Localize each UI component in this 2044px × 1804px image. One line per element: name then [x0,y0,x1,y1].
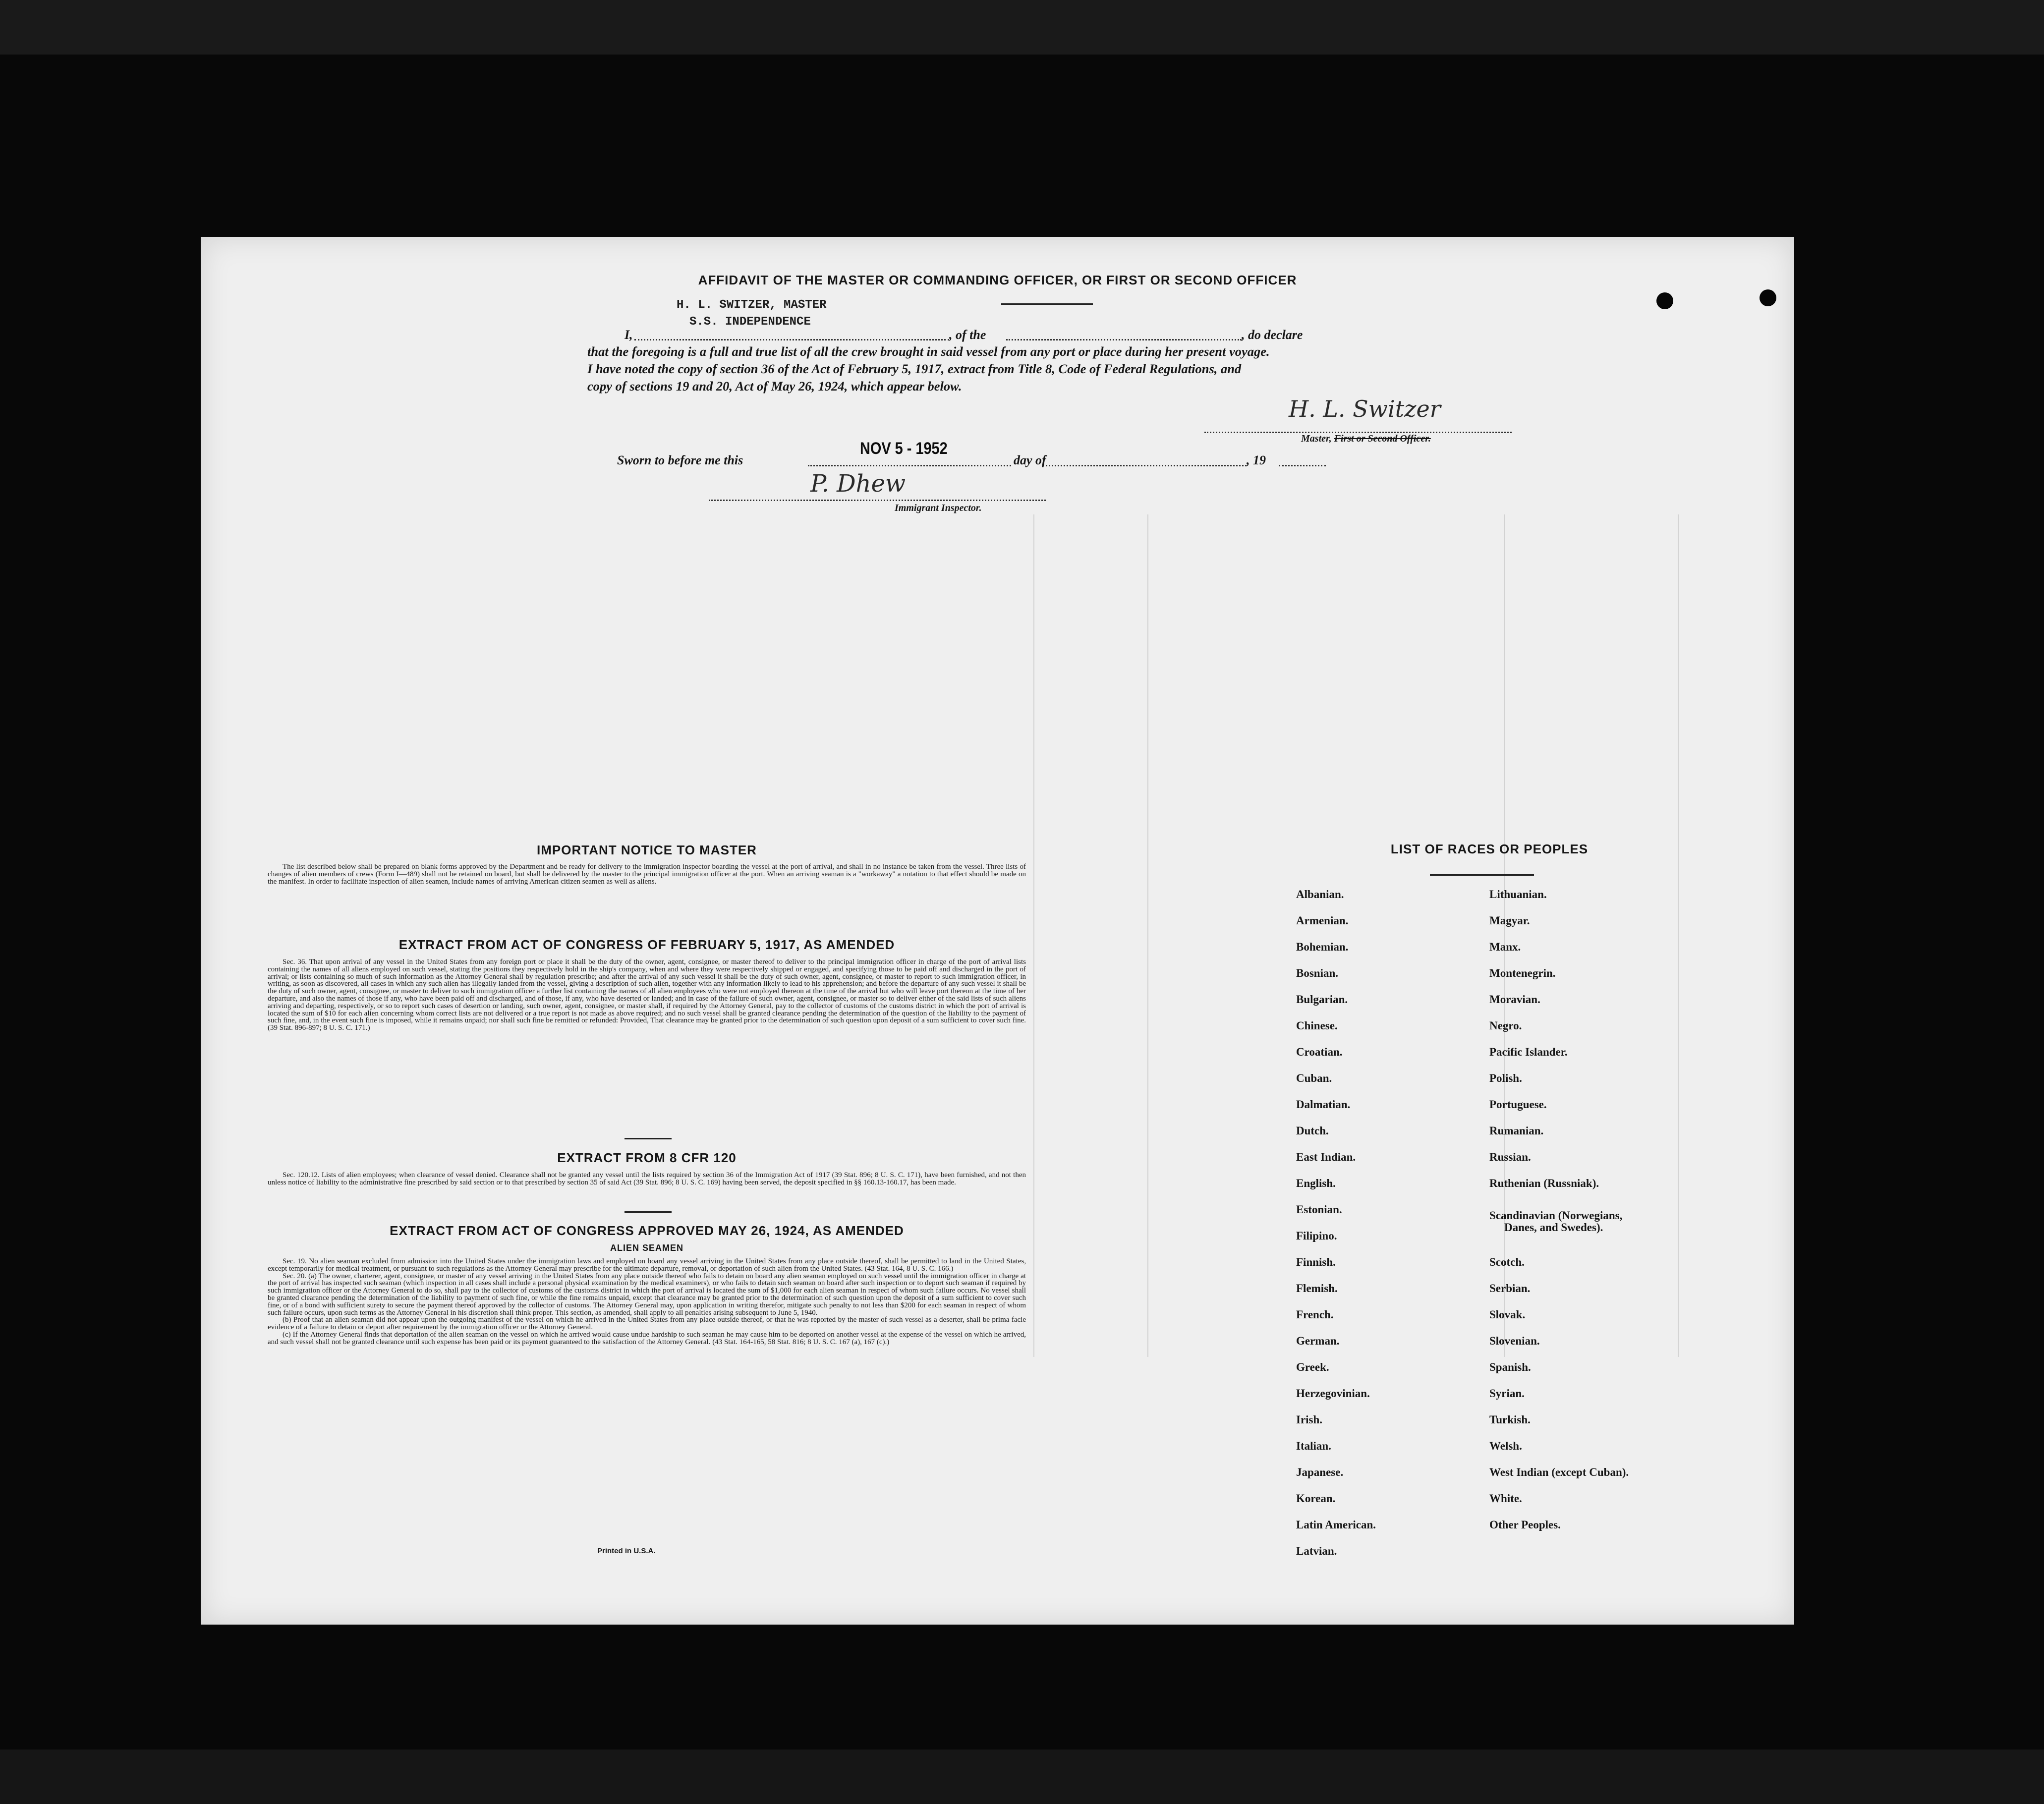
alien-seamen-subtitle: ALIEN SEAMEN [610,1243,683,1253]
affidavit-title: AFFIDAVIT OF THE MASTER OR COMMANDING OFFICER, OR FIRST OR SECOND OFFICER [698,273,1297,287]
section-20a-paragraph: Sec. 20. (a) The owner, charterer, agent, consignee, or master of any vessel arriving in the United States from any place outside thereof who fails to detain on board any alien seaman employed on such vessel until the immigration officer in charge at the port of arrival has inspected such seaman (which inspection in all cases shall include a personal physical examination by the medical examiners), or who fails to detain such seaman on board after such inspection or to deport such seaman if required by such immigration officer or the Attorney General to do so, shall pay to the collector of customs of the customs district in which the port of arrival is located the sum of $1,000 for each alien seaman in respect of whom such failure occurs. No vessel shall be granted clearance pending the determination of the liability to payment of such fine, or while the fine remains unpaid, except that clearance may be granted prior to the determination of such question upon the deposit of a sum sufficient to cover such fine, or of a bond with sufficient surety to secure the payment thereof approved by the collector of customs. The Attorney General may, upon application in writing therefor, mitigate such penalty to not less than $200 for each seaman in respect of whom such failure occurs, upon such terms as the Attorney General in his discretion shall think proper. This section, as amended, shall apply to all penalties arising subsequent to June 5, 1940. [268,1272,1026,1317]
race-item: Scandinavian (Norwegians, [1489,1209,1623,1222]
race-item: Filipino. [1296,1230,1337,1242]
inspector-caption: Immigrant Inspector. [895,503,982,513]
master-caption [1301,433,1431,445]
race-item: Negro. [1489,1019,1522,1032]
race-item: Slovenian. [1489,1335,1540,1347]
section-36-paragraph: Sec. 36. That upon arrival of any vessel in the United States from any foreign port or place it shall be the duty of the owner, agent, consignee, or master thereof to deliver to the principal immigration officer in charge of the port of arrival lists containing the names of all aliens employed on such vessel, stating the positions they respectively hold in the ship's company, when and where they were respectively shipped or engaged, and specifying those to be paid off and discharged in the port of arrival; or lists containing so much of such information as the Attorney General shall by regulation prescribe; and after the arrival of any such vessel it shall be the duty of such owner, agent, consignee, or master to report to such immigration officer, in writing, as soon as discovered, all cases in which any such alien has illegally landed from the vessel, giving a description of such alien, together with any information likely to lead to his apprehension; and before the departure of any such vessel it shall be the duty of such owner, agent, consignee, or master to deliver to such immigration officer a further list containing the names of all alien employees who were not employed thereon at the time of the arrival but who will leave port thereon at the time of her departure, and also the names of those if any, who have been paid off and discharged, and of those, if any, who have deserted or landed; and in case of the failure of such owner, agent, consignee, or master so to deliver either of the said lists of such aliens arriving and departing, respectively, or so to report such cases of desertion or landing, such owner, agent, consignee, or master shall, if required by the Attorney General, pay to the collector of customs of the customs district in which the port of arrival is located the sum of $10 for each alien concerning whom correct lists are not delivered or a true report is not made as above required; and no such vessel shall be granted clearance pending the determination of the question of the liability to the payment of such fine, and, in the event such fine is imposed, while it remains unpaid; nor shall such fine be remitted or refunded: Provided, That clearance may be granted prior to the determination of such question upon deposit of a sum sufficient to cover such fine. (39 Stat. 896-897; 8 U. S. C. 171.) [268,958,1026,1032]
punch-hole [1760,289,1776,306]
race-item: Albanian. [1296,888,1344,901]
notice-body [268,863,1026,885]
vessel-blank [1006,339,1242,340]
date-stamp: NOV 5 - 1952 [860,439,948,458]
race-item: Dutch. [1296,1125,1329,1137]
race-item: Spanish. [1489,1361,1531,1373]
race-item: Latvian. [1296,1545,1337,1557]
race-item: Magyar. [1489,914,1530,927]
extract-1924-title: EXTRACT FROM ACT OF CONGRESS APPROVED MAY 26, 1924, AS AMENDED [390,1223,904,1238]
race-item: Flemish. [1296,1282,1338,1295]
races-title: LIST OF RACES OR PEOPLES [1390,842,1589,856]
race-item: Irish. [1296,1413,1323,1426]
document-page [201,237,1794,1625]
race-item: Welsh. [1489,1440,1522,1452]
extract-cfr-body [268,1172,1026,1186]
race-item: East Indian. [1296,1151,1356,1163]
race-item: Rumanian. [1489,1125,1544,1137]
race-item: White. [1489,1492,1522,1505]
race-item: Scotch. [1489,1256,1525,1268]
punch-hole [1656,292,1673,309]
sworn-text: Sworn to before me this [617,453,743,467]
extract-1917-title: EXTRACT FROM ACT OF CONGRESS OF FEBRUARY 5, 1917, AS AMENDED [398,937,895,952]
race-item: Other Peoples. [1489,1519,1561,1531]
race-item: Manx. [1489,941,1521,953]
race-item: Slovak. [1489,1308,1526,1321]
race-item: Korean. [1296,1492,1336,1505]
races-rule [1430,874,1534,876]
extract-cfr-title: EXTRACT FROM 8 CFR 120 [557,1150,737,1165]
bleed-line [1678,514,1679,1357]
month-blank [1046,465,1247,466]
race-item: Japanese. [1296,1466,1344,1478]
affidavit-line-3: I have noted the copy of section 36 of the Act of February 5, 1917, extract from Title 8, Code of Federal Regulations, and [587,361,1242,376]
printed-in-usa: Printed in U.S.A. [597,1547,656,1555]
day-of-text: day of [1014,453,1046,467]
race-item: Turkish. [1489,1413,1531,1426]
race-item: German. [1296,1335,1340,1347]
race-item: Greek. [1296,1361,1329,1373]
affidavit-line-4: copy of sections 19 and 20, Act of May 26, 1924, which appear below. [587,379,962,394]
race-item: Estonian. [1296,1203,1342,1216]
master-signature: H. L. Switzer [1289,395,1441,422]
typed-master-name: H. L. SWITZER, MASTER [677,298,827,312]
race-item: Finnish. [1296,1256,1336,1268]
typed-vessel-name: S.S. INDEPENDENCE [689,315,811,329]
race-item: Serbian. [1489,1282,1531,1295]
race-item: West Indian (except Cuban). [1489,1466,1629,1478]
inspector-signature: P. Dhew [810,470,906,498]
section-20c-paragraph: (c) If the Attorney General finds that deportation of the alien seaman on the vessel on which he arrived would cause undue hardship to such seaman he may cause him to be deported on another vessel at the expense of the vessel on which he arrived, and such vessel shall not be granted clearance until such expense has been paid or its payment guaranteed to the satisfaction of the Attorney General. (43 Stat. 164-165, 58 Stat. 816; 8 U. S. C. 167 (a), 167 (c).) [268,1330,1026,1346]
affidavit-of-the: , of the [949,328,986,342]
race-item: Bohemian. [1296,941,1349,953]
race-item: Cuban. [1296,1072,1332,1084]
race-item: Pacific Islander. [1489,1046,1568,1058]
race-item: Dalmatian. [1296,1098,1351,1111]
race-item: Italian. [1296,1440,1331,1452]
race-item: Syrian. [1489,1387,1525,1400]
race-item: French. [1296,1308,1334,1321]
extract-1924-body [268,1258,1026,1346]
race-item: Danes, and Swedes). [1504,1221,1603,1234]
extract-1917-body [268,958,1026,1032]
notice-paragraph: The list described below shall be prepared on blank forms approved by the Department and be ready for delivery to the immigration inspector boarding the vessel at the port of arrival, and shall in no instance be taken from the vessel. Three lists of changes of alien members of crews (Form I—489) shall not be retained on board, but shall be delivered by the master to the principal immigration officer at the port. When an arriving seaman is a "workaway" a notation to that effect should be made on the manifest. In order to facilitate inspection of alien seamen, include names of arriving American citizen seamen as well as aliens. [268,863,1026,886]
affidavit-i: I, [625,328,633,342]
race-item: Portuguese. [1489,1098,1547,1111]
name-blank [634,339,949,340]
race-item: Bosnian. [1296,967,1339,979]
year-prefix: , 19 [1247,453,1266,467]
inspector-signature-line [709,500,1046,501]
scanner-frame-top [0,0,2044,55]
race-item: Moravian. [1489,993,1540,1006]
race-item: Bulgarian. [1296,993,1348,1006]
race-item: Lithuanian. [1489,888,1547,901]
year-blank [1279,465,1326,466]
affidavit-line-2: that the foregoing is a full and true list of all the crew brought in said vessel from any port or place during her present voyage. [587,344,1270,359]
section-120-paragraph: Sec. 120.12. Lists of alien employees; when clearance of vessel denied. Clearance shall not be granted any vessel until the lists required by section 36 of the Immigration Act of 1917 (39 Stat. 896; 8 U. S. C. 171), have been furnished, and not then unless notice of liability to the administrative fine prescribed by said section or to that prescribed by section 35 of said Act (39 Stat. 896; 8 U. S. C. 169) having been served, the deposit specified in §§ 160.13-160.17, has been made. [268,1171,1026,1186]
scanner-frame-bottom [0,1749,2044,1804]
sworn-day-blank [808,465,1011,466]
bleed-line [1147,514,1148,1357]
struck-officer-label: First or Second Officer. [1334,433,1431,444]
race-item: Chinese. [1296,1019,1338,1032]
affidavit-declare: , do declare [1242,328,1303,342]
master-label: Master, [1301,433,1334,444]
title-rule [1001,303,1093,305]
notice-title: IMPORTANT NOTICE TO MASTER [537,843,757,857]
section-rule [625,1211,672,1213]
section-rule [625,1138,672,1139]
section-20b-paragraph: (b) Proof that an alien seaman did not appear upon the outgoing manifest of the vessel on which he arrived in the United States from any place outside thereof, or that he was reported by the master of such vessel as a deserter, shall be prima facie evidence of a failure to detain or deport after requirement by the immigration officer or the Attorney General. [268,1316,1026,1332]
section-19-paragraph: Sec. 19. No alien seaman excluded from admission into the United States under the immigration laws and employed on board any vessel arriving in the United States from any place outside thereof, shall be permitted to land in the United States, except temporarily for medical treatment, or pursuant to such regulations as the Attorney General may prescribe for the ultimate departure, removal, or deportation of such alien from the United States. (43 Stat. 164, 8 U. S. C. 166.) [268,1257,1026,1273]
race-item: Ruthenian (Russniak). [1489,1177,1599,1189]
race-item: English. [1296,1177,1336,1189]
race-item: Herzegovinian. [1296,1387,1370,1400]
race-item: Armenian. [1296,914,1349,927]
race-item: Latin American. [1296,1519,1376,1531]
race-item: Montenegrin. [1489,967,1556,979]
race-item: Polish. [1489,1072,1522,1084]
race-item: Croatian. [1296,1046,1343,1058]
race-item: Russian. [1489,1151,1531,1163]
